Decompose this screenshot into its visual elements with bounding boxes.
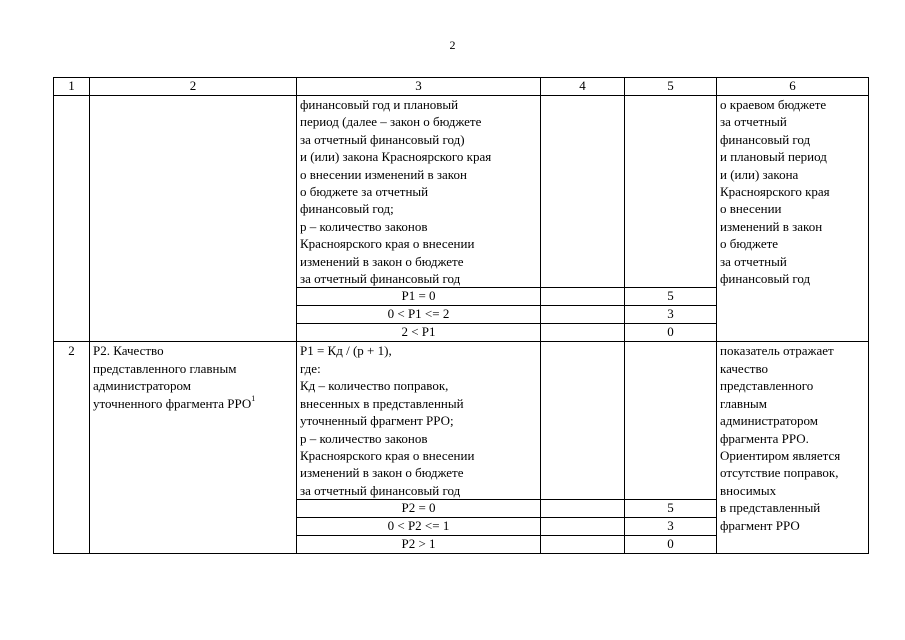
formula-line: р – количество законов: [300, 218, 428, 234]
indicator-name-text: уточненного фрагмента РРО: [93, 395, 252, 411]
note-line: о бюджете: [720, 236, 779, 252]
empty-cell: [541, 518, 625, 536]
criterion-score: 3: [625, 306, 717, 324]
table-header-row: [54, 78, 869, 96]
criterion-condition: P2 = 0: [297, 500, 541, 518]
formula-line: Красноярского края о внесении: [300, 447, 475, 463]
formula-line: где:: [300, 360, 321, 376]
formula-line: уточненный фрагмент РРО;: [300, 413, 454, 429]
indicator-name-cell: [90, 96, 297, 342]
footnote-mark: 1: [251, 393, 256, 403]
formula-line: финансовый год;: [300, 201, 394, 217]
empty-cell: [541, 288, 625, 306]
empty-cell: [541, 536, 625, 554]
criterion-score: 0: [625, 536, 717, 554]
empty-cell: [625, 342, 717, 500]
criterion-score: 0: [625, 324, 717, 342]
row-number-cell: [54, 96, 90, 342]
note-line: качество: [720, 360, 769, 376]
indicator-name-line: [93, 395, 293, 412]
formula-cell: [297, 96, 541, 288]
formula-cell: [297, 342, 541, 500]
indicator-name-line: администратором: [93, 378, 192, 394]
formula-line: изменений в закон о бюджете: [300, 253, 464, 269]
note-line: финансовый год: [720, 131, 811, 147]
formula-line: р – количество законов: [300, 430, 428, 446]
empty-cell: [541, 500, 625, 518]
page-number: 2: [449, 38, 456, 52]
criterion-score: 3: [625, 518, 717, 536]
empty-cell: [625, 96, 717, 288]
empty-cell: [541, 324, 625, 342]
formula-line: P1 = Кд / (р + 1),: [300, 343, 392, 359]
indicator-name-line: P2. Качество: [93, 343, 164, 359]
formula-line: изменений в закон о бюджете: [300, 465, 464, 481]
note-line: в представленный: [720, 500, 821, 516]
note-line: фрагмент РРО: [720, 517, 800, 533]
formula-line: о бюджете за отчетный: [300, 184, 429, 200]
formula-line: внесенных в представленный: [300, 395, 464, 411]
formula-line: Красноярского края о внесении: [300, 236, 475, 252]
formula-line: за отчетный финансовый год): [300, 131, 465, 147]
note-line: и плановый период: [720, 149, 827, 165]
note-line: изменений в закон: [720, 218, 823, 234]
note-line: финансовый год: [720, 271, 811, 287]
note-line: фрагмента РРО.: [720, 430, 809, 446]
note-cell: [717, 96, 869, 342]
criterion-condition: 0 < P1 <= 2: [297, 306, 541, 324]
note-line: показатель отражает: [720, 343, 834, 359]
row-number-cell: 2: [54, 342, 90, 554]
header-cell: 4: [541, 78, 625, 96]
note-line: отсутствие поправок,: [720, 465, 839, 481]
note-line: за отчетный: [720, 114, 787, 130]
table-row: [54, 342, 869, 500]
empty-cell: [541, 96, 625, 288]
note-cell: [717, 342, 869, 554]
note-line: за отчетный: [720, 253, 787, 269]
indicator-name-cell: [90, 342, 297, 554]
criterion-condition: 2 < P1: [297, 324, 541, 342]
formula-line: за отчетный финансовый год: [300, 482, 461, 498]
header-cell: 5: [625, 78, 717, 96]
formula-line: о внесении изменений в закон: [300, 166, 467, 182]
note-line: администратором: [720, 413, 819, 429]
note-line: главным: [720, 395, 767, 411]
formula-line: за отчетный финансовый год: [300, 271, 461, 287]
criteria-table: [53, 77, 869, 554]
formula-line: период (далее – закон о бюджете: [300, 114, 482, 130]
criterion-condition: 0 < P2 <= 1: [297, 518, 541, 536]
note-line: Ориентиром является: [720, 447, 841, 463]
criterion-condition: P2 > 1: [297, 536, 541, 554]
note-line: о внесении: [720, 201, 782, 217]
empty-cell: [541, 306, 625, 324]
empty-cell: [541, 342, 625, 500]
criterion-condition: P1 = 0: [297, 288, 541, 306]
note-line: вносимых: [720, 482, 777, 498]
note-line: Красноярского края: [720, 184, 830, 200]
table-row: [54, 96, 869, 288]
formula-line: финансовый год и плановый: [300, 97, 459, 112]
note-line: о краевом бюджете: [720, 97, 827, 112]
header-cell: 2: [90, 78, 297, 96]
note-line: представленного: [720, 378, 814, 394]
indicator-name-line: представленного главным: [93, 360, 237, 376]
note-line: и (или) закона: [720, 166, 799, 182]
criterion-score: 5: [625, 288, 717, 306]
header-cell: 3: [297, 78, 541, 96]
header-cell: 6: [717, 78, 869, 96]
formula-line: и (или) закона Красноярского края: [300, 149, 492, 165]
formula-line: Кд – количество поправок,: [300, 378, 449, 394]
criterion-score: 5: [625, 500, 717, 518]
header-cell: 1: [54, 78, 90, 96]
